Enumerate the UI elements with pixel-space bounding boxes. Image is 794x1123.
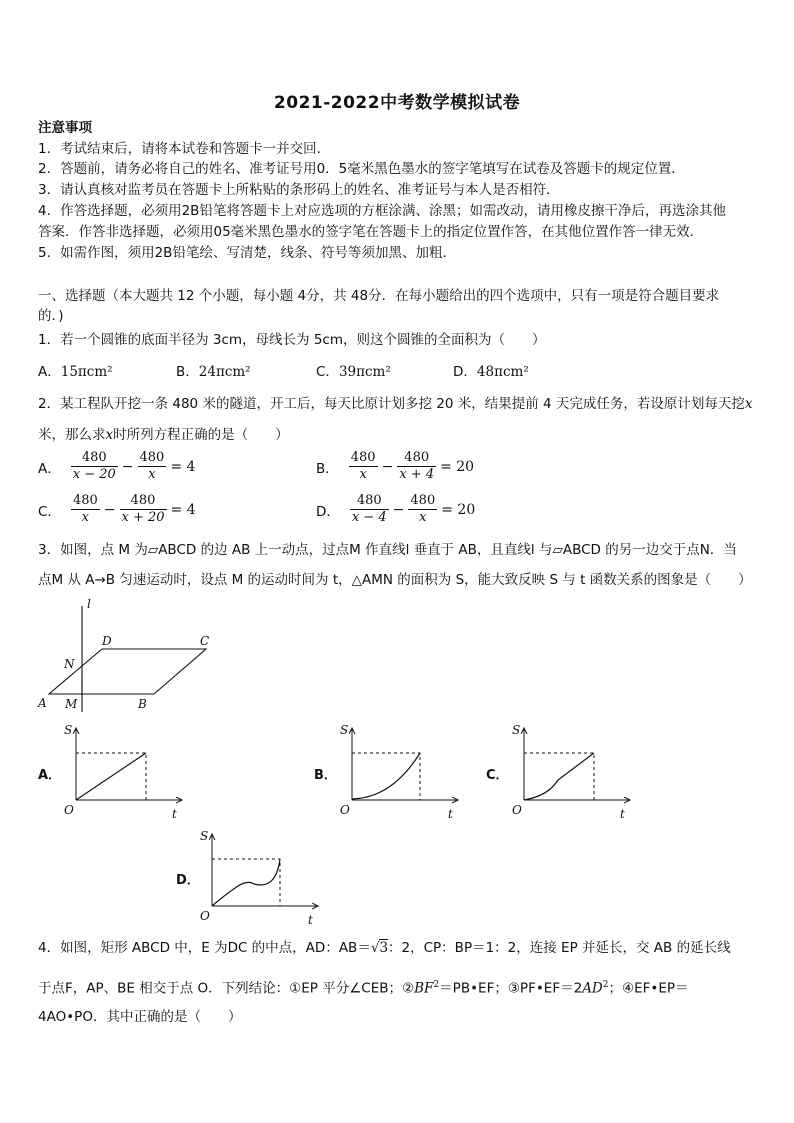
axis-label-s: S xyxy=(200,829,209,843)
section-heading-line2: 的．) xyxy=(38,308,64,324)
q1-option-d: D．48πcm² xyxy=(453,364,529,380)
q3-graph-d xyxy=(194,828,324,928)
q4-line2: 于点F，AP、BE 相交于点 O．下列结论：①EP 平分∠CEB；$②BF^2=PB•EF$；$③PF•EF=2AD^2$；④EF•EP＝ xyxy=(38,980,689,997)
q3-stem-line1: 3．如图，点 M 为▱ABCD 的边 AB 上一动点，过点M 作直线l 垂直于 AB，且直线l 与▱ABCD 的另一边交于点N．当 xyxy=(38,542,737,558)
q4-line1: 4．如图，矩形 ABCD 中，E 为DC 的中点，AD：AB＝√3：2，CP：BP＝1：2，连接 EP 并延长，交 AB 的延长线 xyxy=(38,940,731,956)
q3-graph-d-label: D． xyxy=(176,873,200,888)
axis-label-t: t xyxy=(308,913,313,927)
label-n: N xyxy=(64,657,75,671)
axis-label-o: O xyxy=(200,909,210,923)
graph-curve xyxy=(76,753,146,800)
axis-label-s: S xyxy=(512,723,521,737)
q3-graph-a-label: A． xyxy=(38,768,62,783)
label-l: l xyxy=(87,597,91,611)
parallelogram-figure xyxy=(34,594,224,716)
q4-line3: 4AO•PO．其中正确的是（ ） xyxy=(38,1009,242,1025)
dashed-guide xyxy=(352,753,420,800)
q2-stem-line2: 米，那么求x时所列方程正确的是（ ） xyxy=(38,427,289,443)
axis-label-t: t xyxy=(620,807,625,821)
graph-curve xyxy=(524,753,594,800)
section-heading-line1: 一、选择题（本大题共 12 个小题，每小题 4分，共 48分．在每小题给出的四个选项中，只有一项是符合题目要求 xyxy=(38,288,720,304)
notice-item: 5．如需作图，须用2B铅笔绘、写清楚，线条、符号等须加黑、加粗． xyxy=(38,245,456,261)
q3-graph-a xyxy=(58,722,188,822)
axis-label-t: t xyxy=(448,807,453,821)
q2-option-a: A． $\frac{480}{x - 20}$ − $\frac{480}{x}$ = 4 xyxy=(38,450,196,482)
graph-curve xyxy=(212,859,280,906)
notice-item: 1．考试结束后，请将本试卷和答题卡一并交回． xyxy=(38,141,331,157)
parallelogram-abcd xyxy=(49,649,206,694)
notice-item: 答案．作答非选择题，必须用05毫米黑色墨水的签字笔在答题卡上的指定位置作答，在其他位置作答一律无效． xyxy=(38,224,704,240)
q1-option-a: A．15πcm² xyxy=(38,364,113,380)
label-m: M xyxy=(65,697,78,711)
axis-label-o: O xyxy=(340,803,350,817)
q1-option-c: C．39πcm² xyxy=(316,364,391,380)
graph-curve xyxy=(352,753,420,799)
q1-option-b: B．24πcm² xyxy=(176,364,251,380)
axis-label-t: t xyxy=(172,807,177,821)
q2-option-d: D． $\frac{480}{x - 4}$ − $\frac{480}{x}$ = 20 xyxy=(316,493,476,525)
q3-graph-c xyxy=(506,722,636,822)
page-title: 2021-2022中考数学模拟试卷 xyxy=(273,93,521,113)
q2-option-b: B． $\frac{480}{x}$ − $\frac{480}{x + 4}$ = 20 xyxy=(316,450,475,482)
notice-heading: 注意事项 xyxy=(38,120,92,136)
sqrt-symbol: √ xyxy=(370,940,380,956)
q2-stem-line1: 2．某工程队开挖一条 480 米的隧道，开工后，每天比原计划多挖 20 米，结果提前 4 天完成任务，若设原计划每天挖x xyxy=(38,396,753,412)
q3-stem-line2: 点M 从 A→B 匀速运动时，设点 M 的运动时间为 t，△AMN 的面积为 S，能大致反映 S 与 t 函数关系的图象是（ ） xyxy=(38,572,752,588)
dashed-guide xyxy=(524,753,594,800)
axis-label-o: O xyxy=(64,803,74,817)
q2-option-c: C． $\frac{480}{x}$ − $\frac{480}{x + 20}$ = 4 xyxy=(38,493,196,525)
notice-item: 4．作答选择题，必须用2B铅笔将答题卡上对应选项的方框涂满、涂黑；如需改动，请用橡皮擦干净后，再选涂其他 xyxy=(38,203,726,219)
label-b: B xyxy=(138,697,147,711)
q1-stem: 1．若一个圆锥的底面半径为 3cm，母线长为 5cm，则这个圆锥的全面积为（ ） xyxy=(38,332,546,348)
label-c: C xyxy=(200,634,210,648)
label-d: D xyxy=(102,634,112,648)
notice-item: 3．请认真核对监考员在答题卡上所粘贴的条形码上的姓名、准考证号与本人是否相符． xyxy=(38,182,560,198)
label-a: A xyxy=(38,696,47,710)
q3-graph-b-label: B． xyxy=(314,768,337,783)
axis-label-s: S xyxy=(64,723,73,737)
axis-label-o: O xyxy=(512,803,522,817)
axis-label-s: S xyxy=(340,723,349,737)
q3-graph-b xyxy=(334,722,464,822)
q3-graph-c-label: C． xyxy=(486,768,509,783)
notice-item: 2．答题前，请务必将自己的姓名、准考证号用0．5毫米黑色墨水的签字笔填写在试卷及答题卡的规定位置． xyxy=(38,161,685,177)
